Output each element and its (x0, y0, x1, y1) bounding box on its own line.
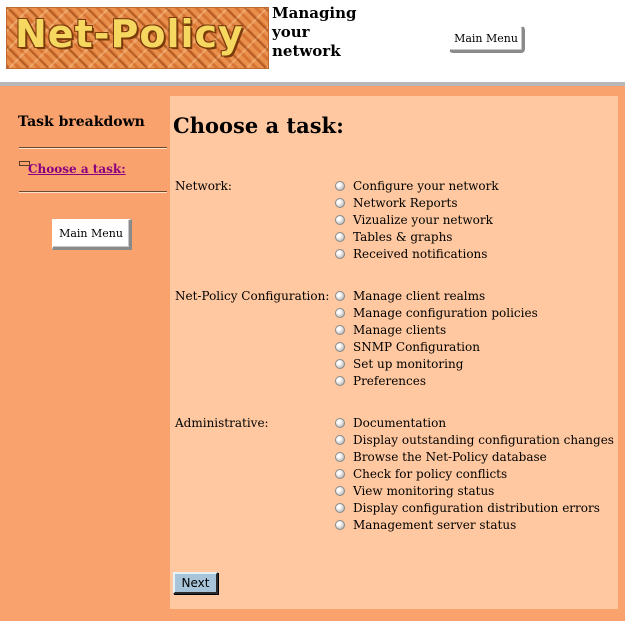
option-label: Display configuration distribution errors (353, 500, 600, 515)
option-set-up-monitoring[interactable] (335, 355, 463, 372)
option-label: Manage clients (353, 322, 447, 337)
option-label: Check for policy conflicts (353, 466, 508, 481)
radio-button[interactable] (335, 359, 345, 369)
tagline-line-3: network (272, 42, 341, 60)
radio-button[interactable] (335, 520, 345, 530)
page-title: Choose a task: (173, 113, 344, 138)
option-manage-configuration-policies[interactable] (335, 304, 538, 321)
radio-button[interactable] (335, 308, 345, 318)
option-label: Manage configuration policies (353, 305, 538, 320)
tagline-line-1: Managing (272, 4, 357, 22)
radio-button[interactable] (335, 376, 345, 386)
option-snmp-configuration[interactable] (335, 338, 480, 355)
option-label: View monitoring status (353, 483, 495, 498)
option-label: Vizualize your network (353, 212, 493, 227)
radio-button[interactable] (335, 249, 345, 259)
option-management-server-status[interactable] (335, 516, 516, 533)
option-label: Display outstanding configuration changes (353, 432, 614, 447)
option-network-reports[interactable] (335, 194, 458, 211)
header-main-menu-button[interactable]: Main Menu (449, 26, 525, 53)
radio-button[interactable] (335, 503, 345, 513)
option-label: Preferences (353, 373, 427, 388)
option-check-policy-conflicts[interactable] (335, 465, 507, 482)
logo-text: Net-Policy (15, 12, 244, 56)
option-label: Tables & graphs (353, 229, 453, 244)
option-tables-graphs[interactable] (335, 228, 452, 245)
option-preferences[interactable] (335, 372, 426, 389)
next-button[interactable]: Next (173, 572, 218, 594)
option-manage-clients[interactable] (335, 321, 446, 338)
option-received-notifications[interactable] (335, 245, 487, 262)
tagline-line-2: your (272, 23, 310, 41)
radio-button[interactable] (335, 342, 345, 352)
task-panel (170, 96, 618, 609)
radio-button[interactable] (335, 469, 345, 479)
sidebar-divider (19, 147, 167, 149)
option-label: Configure your network (353, 178, 499, 193)
radio-button[interactable] (335, 291, 345, 301)
radio-button[interactable] (335, 486, 345, 496)
sidebar-divider (19, 191, 167, 193)
option-configure-network[interactable] (335, 177, 499, 194)
radio-button[interactable] (335, 198, 345, 208)
header (0, 0, 625, 82)
option-label: Network Reports (353, 195, 458, 210)
option-label: Browse the Net-Policy database (353, 449, 547, 464)
option-label: Manage client realms (353, 288, 486, 303)
radio-button[interactable] (335, 181, 345, 191)
radio-button[interactable] (335, 232, 345, 242)
option-display-outstanding-changes[interactable] (335, 431, 614, 448)
radio-button[interactable] (335, 418, 345, 428)
option-documentation[interactable] (335, 414, 446, 431)
net-policy-logo (6, 7, 269, 69)
group-label-net-policy-configuration: Net-Policy Configuration: (175, 289, 330, 303)
radio-button[interactable] (335, 452, 345, 462)
group-label-administrative: Administrative: (175, 416, 269, 430)
radio-button[interactable] (335, 215, 345, 225)
option-label: Set up monitoring (353, 356, 464, 371)
tagline (272, 4, 357, 61)
sidebar-title: Task breakdown (18, 114, 145, 130)
option-display-distribution-errors[interactable] (335, 499, 600, 516)
sidebar-link-choose-task[interactable]: Choose a task: (28, 162, 126, 176)
body-area (0, 86, 625, 621)
sidebar (0, 86, 170, 621)
option-view-monitoring-status[interactable] (335, 482, 494, 499)
radio-button[interactable] (335, 435, 345, 445)
sidebar-main-menu-button[interactable]: Main Menu (52, 219, 132, 250)
radio-button[interactable] (335, 325, 345, 335)
option-label: Management server status (353, 517, 517, 532)
option-manage-client-realms[interactable] (335, 287, 485, 304)
option-label: Documentation (353, 415, 447, 430)
option-label: SNMP Configuration (353, 339, 480, 354)
option-label: Received notifications (353, 246, 488, 261)
option-browse-database[interactable] (335, 448, 547, 465)
option-vizualize-network[interactable] (335, 211, 493, 228)
group-label-network: Network: (175, 179, 232, 193)
